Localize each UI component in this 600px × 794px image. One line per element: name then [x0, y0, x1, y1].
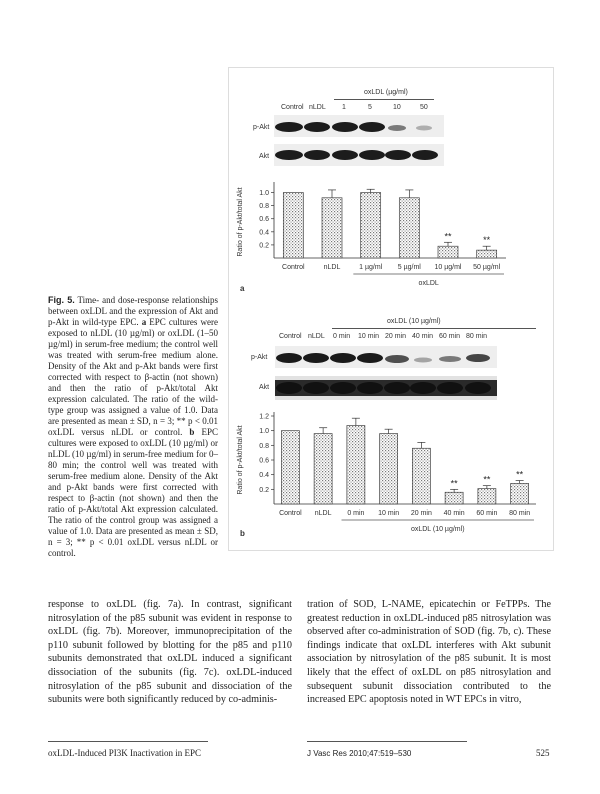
blot-label-pakt-b: p-Akt [251, 354, 268, 361]
caption-b-text: EPC cultures were exposed to oxLDL (10 µg/ml) or nLDL (10 µg/ml) in serum-free medium for 0–80 min; the control well was treated with serum-free medium alone. Density of the Akt and p-Akt bands were first corrected with respect to β-actin (not shown) and then the ratio of p-Akt/total Akt expression calculated. The ratio of the control group was assigned a value of 1.0. Data are presented as mean ± SD, n = 3; ** p < 0.01 oxLDL versus nLDL or control. [48, 427, 218, 558]
band [330, 382, 356, 394]
bar [380, 434, 398, 504]
y-tick-label: 0.4 [259, 472, 269, 480]
panel-a-chart [232, 178, 548, 298]
x-tick-label: 50 µg/ml [473, 264, 501, 271]
bar [281, 431, 299, 504]
band [412, 150, 438, 160]
caption-b-label: b [189, 427, 195, 437]
band [384, 382, 410, 394]
footer-rule-right [307, 741, 467, 742]
blot-label-pakt-a: p-Akt [253, 124, 270, 131]
band [276, 353, 302, 363]
lane-label: 60 min [439, 333, 461, 340]
band [437, 382, 463, 394]
panel-b-group-line [332, 328, 536, 329]
y-axis-label: Ratio of p-Akt/total Akt [237, 425, 244, 495]
bar [283, 193, 303, 258]
lane-label: Control [279, 333, 302, 340]
bar [511, 483, 529, 504]
lane-label: 50 [420, 104, 428, 111]
bar [438, 246, 458, 258]
lane-label: nLDL [308, 333, 325, 340]
lane-label: nLDL [309, 104, 326, 111]
y-tick-label: 0.2 [259, 242, 269, 250]
panel-a-group-label: oxLDL (µg/ml) [364, 89, 408, 96]
lane-label: 20 min [385, 333, 407, 340]
x-tick-label: Control [282, 264, 305, 271]
footer-rule-left [48, 741, 208, 742]
blot-label-akt-b: Akt [259, 384, 270, 391]
x-tick-label: 60 min [476, 510, 498, 517]
y-axis-label: Ratio of p-Akt/total Akt [237, 187, 244, 257]
x-tick-label: Control [279, 510, 302, 517]
bar [445, 492, 463, 504]
panel-a-letter: a [240, 284, 245, 293]
x-tick-label: 5 µg/ml [397, 264, 421, 271]
band [275, 150, 303, 160]
y-tick-label: 0.2 [259, 486, 269, 494]
x-tick-label: 40 min [443, 510, 465, 517]
band [439, 356, 461, 362]
x-tick-label: 80 min [509, 510, 531, 517]
body-column-right: tration of SOD, L-NAME, epicatechin or FeTPPs. The greatest reduction in oxLDL-induced p85 nitrosylation was observed after co-administration of SOD (fig. 7b, c). These findings indicate that oxLDL interferes with Akt subunit association by nitrosylation of the p85 subunit. It is most likely that the effect of oxLDL on p85 nitrosylation and subsequent subunit dissociation contributed to the increased EPC apoptosis noted in WT EPCs in vitro, [307, 599, 551, 706]
band [304, 150, 330, 160]
significance-label: ** [444, 231, 452, 242]
y-tick-label: 0.6 [259, 216, 269, 224]
bar [322, 198, 342, 258]
band [388, 125, 406, 131]
x-tick-label: 0 min [347, 510, 365, 517]
caption-label: Fig. 5. [48, 295, 75, 305]
page-number: 525 [536, 748, 550, 758]
body-column-left: response to oxLDL (fig. 7a). In contrast, significant nitrosylation of the p85 subunit was evident in response to oxLDL (fig. 7b). Moreover, immunoprecipitation of the p110 subunit followed by blotting for the p85 and p110 subunits demonstrated that oxLDL induced a significant dissociation of the subunits (fig. 7c). oxLDL-induced nitrosylation of the p85 subunit and dissociation of the subunits were both significantly reduced by co-adminis- [48, 599, 292, 706]
x-tick-label: 20 min [410, 510, 432, 517]
band [465, 382, 491, 394]
group-label: oxLDL [418, 280, 439, 287]
significance-label: ** [483, 474, 491, 485]
caption-a-text: EPC cultures were exposed to nLDL (10 µg/ml) or oxLDL (1–50 µg/ml) in serum-free medium; the control well was treated with serum-free medium alone. Density of the Akt and p-Akt bands were first corrected with respect to β-actin (not shown) and then the ratio of p-Akt/total Akt expression calculated. The ratio of the wild-type group was assigned a value of 1.0. Data are presented as mean ± SD, n = 3; ** p < 0.01 oxLDL versus nLDL or control. [48, 317, 218, 437]
y-tick-label: 1.0 [259, 190, 269, 198]
bar [412, 448, 430, 504]
lane-label: 80 min [466, 333, 488, 340]
y-tick-label: 1.0 [259, 428, 269, 436]
x-tick-label: nLDL [323, 264, 341, 271]
y-tick-label: 0.4 [259, 229, 269, 237]
bar [477, 250, 497, 258]
band [275, 122, 303, 132]
group-label: oxLDL (10 µg/ml) [410, 526, 465, 533]
band [332, 122, 358, 132]
panel-b-letter: b [240, 529, 245, 538]
caption-a-label: a [141, 317, 147, 327]
band [385, 150, 411, 160]
band [330, 353, 356, 363]
x-tick-label: 10 min [378, 510, 400, 517]
band [359, 122, 385, 132]
bar [347, 426, 365, 504]
lane-label: 10 min [358, 333, 380, 340]
band [303, 353, 329, 363]
lane-label: 10 [393, 104, 401, 111]
x-tick-label: 10 µg/ml [434, 264, 462, 271]
lane-label: 5 [368, 104, 372, 111]
band [357, 353, 383, 363]
significance-label: ** [483, 235, 491, 246]
panel-b-blots [275, 346, 497, 402]
band [332, 150, 358, 160]
band [414, 358, 432, 363]
band [357, 382, 383, 394]
significance-label: ** [450, 478, 458, 489]
band [416, 126, 432, 131]
figure-caption [48, 295, 218, 559]
bar [361, 193, 381, 258]
lane-label: 1 [342, 104, 346, 111]
lane-label: 0 min [333, 333, 351, 340]
journal-citation: J Vasc Res 2010;47:519–530 [307, 749, 412, 758]
significance-label: ** [516, 469, 524, 480]
band [385, 355, 409, 363]
blot-label-akt-a: Akt [259, 153, 270, 160]
band [359, 150, 385, 160]
bar [399, 198, 419, 258]
panel-b-chart [232, 408, 548, 544]
band [410, 382, 436, 394]
y-tick-label: 0.6 [259, 457, 269, 465]
y-tick-label: 1.2 [259, 413, 269, 421]
y-tick-label: 0.8 [259, 442, 269, 450]
bar [314, 434, 332, 504]
band [276, 382, 302, 394]
panel-a-blots [274, 115, 444, 167]
lane-label: 40 min [412, 333, 434, 340]
panel-b-group-label: oxLDL (10 µg/ml) [387, 318, 441, 325]
running-title: oxLDL-Induced PI3K Inactivation in EPC [48, 748, 201, 758]
x-tick-label: nLDL [314, 510, 332, 517]
bar [478, 489, 496, 504]
band [466, 354, 490, 362]
band [304, 122, 330, 132]
x-tick-label: 1 µg/ml [359, 264, 383, 271]
panel-a-group-line [334, 99, 434, 100]
y-tick-label: 0.8 [259, 203, 269, 211]
band [303, 382, 329, 394]
lane-label: Control [281, 104, 304, 111]
caption-text: Time- and dose-response relationships between oxLDL and the expression of Akt and p-Akt in wild-type EPC. [48, 295, 218, 327]
